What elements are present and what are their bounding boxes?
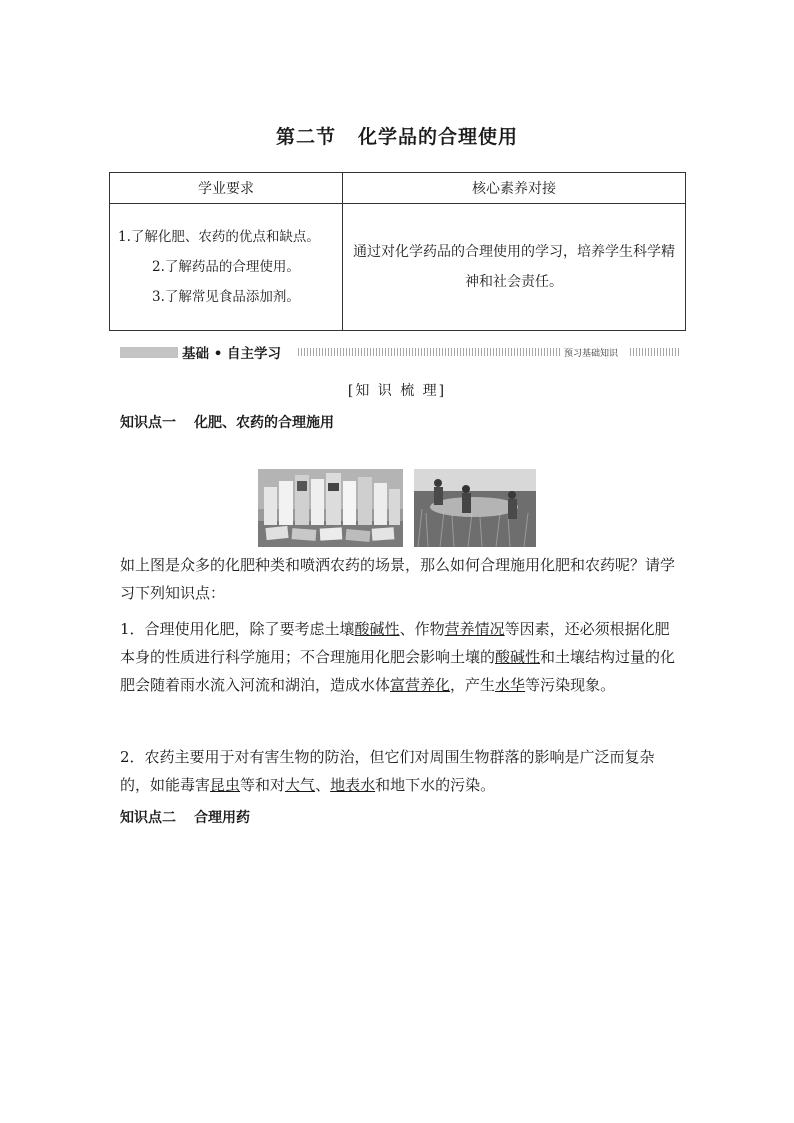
page-title [0,122,794,149]
section-number: 第二节 [275,126,336,148]
requirement-item: 3.了解常见食品添加剂。 [152,289,300,305]
requirement-item: 1.了解化肥、农药的优点和缺点。 [118,229,320,245]
banner-bar-right [630,348,680,356]
banner-bar-left [120,347,178,358]
pesticide-spraying-photo [414,469,536,547]
knowledge-point-number: 知识点二 [120,810,176,826]
section-banner [120,342,680,362]
answer-blank: 水华 [495,676,526,694]
answer-blank: 酸碱性 [354,620,400,638]
knowledge-point-number: 知识点一 [120,415,176,431]
answer-blank: 昆虫 [210,776,241,794]
banner-bar-middle [298,348,560,356]
answer-blank: 富营养化 [390,676,451,694]
paragraph-text: 等因素，还必须根据化肥本身的性质进行科学施用；不合理施用化肥会影响土壤的 [120,620,670,666]
section-title: 化学品的合理使用 [358,126,519,148]
answer-blank: 营养情况 [444,620,505,638]
answer-blank: 酸碱性 [495,648,541,666]
knowledge-paragraph-1 [120,615,680,699]
paragraph-text: 等和对 [240,776,286,794]
paragraph-text: ，产生 [450,676,496,694]
knowledge-paragraph-2 [120,743,680,799]
paragraph-text: 和地下水的污染。 [375,776,496,794]
requirement-item: 2.了解药品的合理使用。 [152,259,300,275]
core-literacy-cell [343,204,686,331]
table-header-requirements: 学业要求 [110,173,343,204]
knowledge-point-title: 化肥、农药的合理施用 [194,415,334,431]
fertilizer-products-photo [258,469,403,547]
requirements-cell [110,204,343,331]
paragraph-text: 、 [315,776,331,794]
knowledge-point-title: 合理用药 [194,810,250,826]
answer-blank: 地表水 [330,776,376,794]
knowledge-review-heading: [知 识 梳 理] [347,383,447,399]
answer-blank: 大气 [285,776,316,794]
knowledge-point-2-heading [120,807,250,827]
intro-paragraph: 如上图是众多的化肥种类和喷洒农药的场景，那么如何合理施用化肥和农药呢？请学习下列知识点： [120,556,676,602]
paragraph-text: 2．农药主要用于对有害生物的防治，但它们对周围生物群落的影响是广泛而复杂的，如能毒害 [120,748,655,794]
table-header-core-literacy: 核心素养对接 [343,173,686,204]
knowledge-point-1-heading [120,412,334,432]
core-literacy-text: 通过对化学药品的合理使用的学习，培养学生科学精神和社会责任。 [353,244,675,290]
paragraph-text: 1．合理使用化肥，除了要考虑土壤 [120,620,355,638]
paragraph-text: 和土壤结构过量的化肥会随着雨水流入河流和湖泊，造成水体 [120,648,676,694]
paragraph-text: 、作物 [399,620,445,638]
paragraph-text: 等污染现象。 [525,676,616,694]
requirements-table [109,172,686,331]
banner-right-text: 预习基础知识 [564,349,619,359]
banner-label: 基础 • 自主学习 [182,346,282,362]
